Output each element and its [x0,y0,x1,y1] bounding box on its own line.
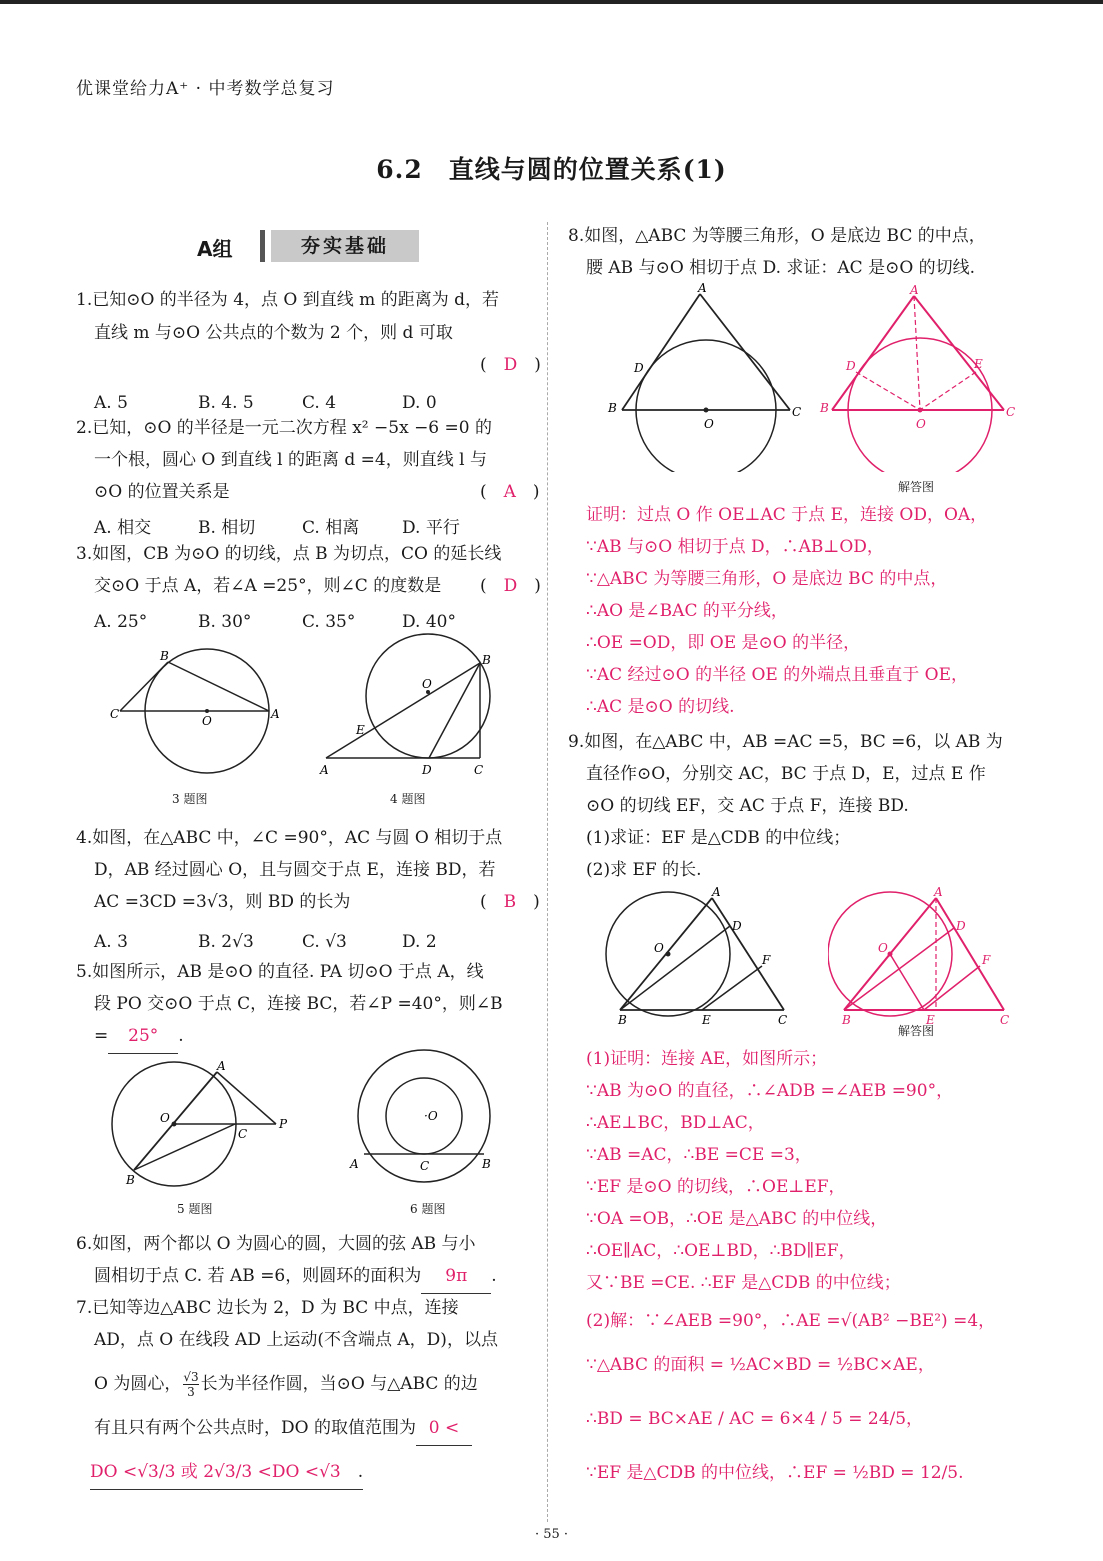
q6-line1: 6.如图，两个都以 O 为圆心的圆，大圆的弦 AB 与小 [76,1234,476,1254]
q9-sol-line-3: ∴AE⊥BC，BD⊥AC， [586,1113,765,1133]
q6-answer-value: 9π [421,1260,491,1294]
fig4-label-a: A [320,763,329,777]
q4-line1: 4.如图，在△ABC 中，∠C =90°，AC 与圆 O 相切于点 [76,828,503,848]
q4-line2: D，AB 经过圆心 O，且与圆交于点 E，连接 BD，若 [94,860,496,880]
q8-sol-line-5: ∴OE =OD，即 OE 是⊙O 的半径， [586,633,861,653]
q8-fig-label-b: B [608,401,617,415]
q3-answer-value: D [503,576,518,596]
q9-sol-line-11: ∴BD = BC×AE / AC = 6×4 / 5 = 24/5， [586,1409,924,1429]
q8-sol-line-7: ∴AC 是⊙O 的切线. [586,697,735,717]
q8-sol-line-4: ∴AO 是∠BAC 的平分线， [586,601,788,621]
q8-fig-label-a: A [698,282,707,295]
fig4-label-e: E [356,723,365,737]
fig4-label-c: C [474,763,484,777]
q6-end: . [491,1266,497,1286]
section-title: 6.2 直线与圆的位置关系(1) [376,155,727,184]
q2-option-a: A. 相交 [94,518,152,538]
q3-option-d: D. 40° [402,612,456,632]
fig5-label-o: O [160,1111,170,1125]
q9-ans-label-d: D [956,919,966,933]
q4-line3: AC =3CD =3√3，则 BD 的长为 [94,892,351,912]
q1-option-b: B. 4. 5 [198,393,254,413]
q8-sol-line-1: 证明：过点 O 作 OE⊥AC 于点 E，连接 OD，OA， [586,505,988,525]
q7-frac-num: √3 [183,1370,199,1384]
fig6-caption: 6 题图 [410,1202,446,1216]
q3-option-a: A. 25° [94,612,148,632]
q8-ans-label-b: B [820,401,829,415]
q6-line2 [94,1260,497,1294]
fig5-label-a: A [217,1059,226,1073]
figure-3 [100,640,300,790]
q1-option-a: A. 5 [94,393,128,413]
figure-5 [104,1052,304,1192]
q9-line2: 直径作⊙O，分别交 AC，BC 于点 D，E，过点 E 作 [586,764,986,784]
q8-figure [600,282,810,472]
q9-sol-line-10: ∵△ABC 的面积 = ½AC×BD = ½BC×AE， [586,1355,935,1375]
q5-line3 [94,1020,184,1054]
q8-fig-label-o: O [704,417,714,431]
q5-line1: 5.如图所示，AB 是⊙O 的直径. PA 切⊙O 于点 A，线 [76,962,484,982]
q2-line3: ⊙O 的位置关系是 [94,482,230,502]
q4-option-a: A. 3 [94,932,128,952]
page-number: · 55 · [534,1527,569,1542]
q8-ans-label-o: O [916,417,926,431]
q7-line1: 7.已知等边△ABC 边长为 2，D 为 BC 中点，连接 [76,1298,459,1318]
figure-6 [340,1048,510,1188]
band-bar [260,230,265,262]
q9-line4: (1)求证：EF 是△CDB 的中位线； [586,828,851,848]
q7-frac-den: 3 [187,1385,195,1399]
q2-option-c: C. 相离 [302,518,360,538]
q9-answer-figure [828,886,1028,1026]
q3-option-c: C. 35° [302,612,356,632]
q2-option-b: B. 相切 [198,518,256,538]
fig5-label-c: C [238,1127,248,1141]
fig4-label-d: D [422,763,432,777]
q9-fig-label-b: B [618,1013,627,1026]
q9-ans-label-a: A [934,886,943,899]
q8-line1: 8.如图，△ABC 为等腰三角形，O 是底边 BC 的中点， [568,226,986,246]
q9-fig-caption: 解答图 [898,1024,935,1038]
q9-ans-label-f: F [982,953,991,967]
q7-answer-part2: DO <√3/3 或 2√3/3 <DO <√3 [90,1462,341,1482]
q9-sol-line-1: (1)证明：连接 AE，如图所示； [586,1049,828,1069]
q4-option-b: B. 2√3 [198,932,254,952]
q7-fraction [183,1370,198,1399]
q7-line3-post: 长为半径作圆，当⊙O 与△ABC 的边 [200,1374,478,1394]
q9-sol-line-6: ∵OA =OB，∴OE 是△ABC 的中位线， [586,1209,888,1229]
q9-line3: ⊙O 的切线 EF，交 AC 于点 F，连接 BD. [586,796,909,816]
q2-line1: 2.已知，⊙O 的半径是一元二次方程 x² −5x −6 =0 的 [76,418,492,438]
fig6-label-a: A [350,1157,359,1171]
q1-line2: 直线 m 与⊙O 公共点的个数为 2 个，则 d 可取 [94,323,453,343]
q9-sol-line-2: ∵AB 为⊙O 的直径，∴∠ADB =∠AEB =90°， [586,1081,954,1101]
q9-ans-label-c: C [1000,1013,1010,1026]
q5-equals: = [94,1026,109,1046]
fig3-label-b: B [160,649,169,663]
q1-option-c: C. 4 [302,393,337,413]
q9-sol-line-5: ∵EF 是⊙O 的切线，∴OE⊥EF， [586,1177,846,1197]
book-header: 优课堂给力A⁺ · 中考数学总复习 [76,79,335,99]
q9-sol-line-4: ∵AB =AC，∴BE =CE =3， [586,1145,812,1165]
q4-options [94,926,437,959]
q3-line2: 交⊙O 于点 A，若∠A =25°，则∠C 的度数是 [94,576,442,596]
figure-4 [316,626,496,786]
q1-line1: 1.已知⊙O 的半径为 4，点 O 到直线 m 的距离为 d，若 [76,290,499,310]
q2-answer-value: A [503,482,516,502]
fig6-label-b: B [482,1157,491,1171]
q2-line2: 一个根，圆心 O 到直线 l 的距离 d =4，则直线 l 与 [94,450,487,470]
column-divider [547,222,549,1522]
fig3-label-o: O [202,714,212,728]
q7-line3-pre: O 为圆心， [94,1374,182,1394]
group-band [157,227,420,265]
q1-option-d: D. 0 [402,393,437,413]
q7-line2: AD，点 O 在线段 AD 上运动(不含端点 A，D)，以点 [94,1330,498,1350]
q5-end: . [178,1026,184,1046]
q8-fig-caption: 解答图 [898,480,935,494]
fig5-label-p: P [279,1117,288,1131]
q9-fig-label-c: C [778,1013,788,1026]
q9-fig-label-d: D [732,919,742,933]
q3-option-b: B. 30° [198,612,252,632]
q9-sol-line-12: ∵EF 是△CDB 的中位线，∴EF = ½BD = 12/5. [586,1463,964,1483]
q4-option-d: D. 2 [402,932,437,952]
fig4-label-o: O [422,677,432,691]
q9-figure [596,886,796,1026]
q8-fig-label-c: C [792,405,802,419]
q4-answer-value: B [503,892,517,912]
q8-sol-line-6: ∵AC 经过⊙O 的半径 OE 的外端点且垂直于 OE， [586,665,968,685]
q1-answer: ( D ) [480,355,541,375]
group-title: 夯实基础 [271,230,419,262]
q7-line4-pre: 有且只有两个公共点时，DO 的取值范围为 [94,1418,416,1438]
q2-answer: ( A ) [480,482,540,502]
q9-line1: 9.如图，在△ABC 中，AB =AC =5，BC =6，以 AB 为 [568,732,1003,752]
q3-answer: ( D ) [480,576,541,596]
fig3-caption: 3 题图 [172,792,208,806]
q7-line3 [94,1368,478,1401]
fig4-caption: 4 题图 [390,792,426,806]
fig6-label-o: ·O [424,1109,438,1123]
group-label: A组 [197,237,233,261]
q9-ans-label-o: O [878,941,888,955]
q9-ans-label-e: E [926,1013,935,1026]
q8-sol-line-2: ∵AB 与⊙O 相切于点 D，∴AB⊥OD， [586,537,884,557]
fig5-caption: 5 题图 [177,1202,213,1216]
q6-line2-text: 圆相切于点 C. 若 AB =6，则圆环的面积为 [94,1266,422,1286]
q9-fig-label-e: E [702,1013,711,1026]
q9-sol-line-9: (2)解：∵∠AEB =90°，∴AE =√(AB² −BE²) =4， [586,1311,996,1331]
q8-line2: 腰 AB 与⊙O 相切于点 D. 求证：AC 是⊙O 的切线. [586,258,976,278]
q8-sol-line-3: ∵△ABC 为等腰三角形，O 是底边 BC 的中点， [586,569,948,589]
q2-option-d: D. 平行 [402,518,460,538]
fig3-label-a: A [271,707,280,721]
q8-ans-label-e: E [974,357,983,371]
q9-sol-line-8: 又∵BE =CE. ∴EF 是△CDB 的中位线； [586,1273,901,1293]
q9-fig-label-a: A [712,886,721,899]
q8-ans-label-d: D [846,359,856,373]
q8-fig-label-d: D [634,361,644,375]
q3-line1: 3.如图，CB 为⊙O 的切线，点 B 为切点，CO 的延长线 [76,544,502,564]
q9-sol-line-7: ∴OE∥AC，∴OE⊥BD，∴BD∥EF， [586,1241,856,1261]
fig4-label-b: B [482,653,491,667]
q4-answer: ( B ) [480,892,540,912]
q1-answer-value: D [503,355,518,375]
q7-answer-part1: 0 < [416,1412,472,1446]
q9-line5: (2)求 EF 的长. [586,860,702,880]
q5-answer-value: 25° [108,1020,178,1054]
fig3-label-c: C [110,707,120,721]
q4-option-c: C. √3 [302,932,347,952]
q8-ans-label-a: A [910,283,919,297]
q8-answer-figure [818,282,1028,472]
top-border [0,0,1103,4]
q7-end: . [357,1462,364,1482]
q9-fig-label-o: O [654,941,664,955]
q8-ans-label-c: C [1006,405,1016,419]
fig5-label-b: B [126,1173,135,1187]
q7-line5 [90,1456,363,1490]
q9-ans-label-b: B [842,1013,851,1026]
fig6-label-c: C [420,1159,430,1173]
q7-line4 [94,1412,472,1446]
q5-line2: 段 PO 交⊙O 于点 C，连接 BC，若∠P =40°，则∠B [94,994,503,1014]
q9-fig-label-f: F [762,953,771,967]
